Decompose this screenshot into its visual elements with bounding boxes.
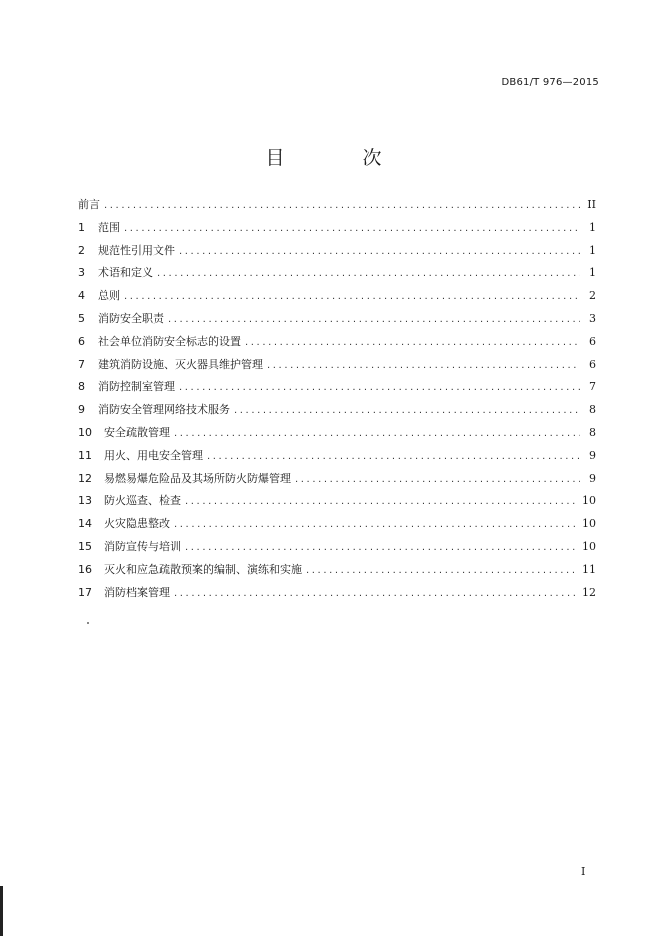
toc-entry-page: 2 (589, 289, 596, 303)
toc-entry-title: 消防宣传与培训 (104, 539, 181, 553)
toc-leader-dots (245, 337, 580, 348)
toc-entry-page: 12 (582, 585, 596, 599)
toc-leader-dots (234, 405, 580, 416)
toc-entry-number: 16 (78, 562, 92, 576)
toc-entry-title: 防火巡查、检查 (104, 494, 181, 508)
toc-entry-page: 8 (589, 425, 596, 439)
toc-entry[interactable] (78, 287, 596, 310)
toc-leader-dots (174, 519, 578, 530)
toc-entry[interactable] (78, 310, 596, 333)
toc-entry-title: 灭火和应急疏散预案的编制、演练和实施 (104, 562, 302, 576)
toc-entry-number: 9 (78, 403, 85, 417)
toc-entry[interactable] (78, 401, 596, 424)
toc-entry-page: 9 (589, 448, 596, 462)
toc-entry[interactable] (78, 515, 596, 538)
toc-entry-page: 7 (589, 380, 596, 394)
toc-entry-title: 火灾隐患整改 (104, 517, 170, 531)
table-of-contents (78, 196, 596, 606)
toc-entry-number: 13 (78, 494, 92, 508)
toc-entry-title: 用火、用电安全管理 (104, 448, 203, 462)
toc-leader-dots (179, 382, 580, 393)
toc-entry-page: 3 (589, 311, 596, 325)
toc-entry-number: 4 (78, 289, 85, 303)
toc-entry-page: 1 (589, 220, 596, 234)
toc-entry-title: 术语和定义 (98, 266, 153, 280)
toc-entry[interactable] (78, 356, 596, 379)
toc-leader-dots (104, 200, 580, 211)
toc-leader-dots (124, 291, 580, 302)
toc-leader-dots (295, 474, 580, 485)
toc-entry-number: 3 (78, 266, 85, 280)
page-title: 目 次 (265, 147, 418, 169)
toc-entry-number: 12 (78, 471, 92, 485)
toc-entry-number: 1 (78, 220, 85, 234)
toc-entry-title: 社会单位消防安全标志的设置 (98, 334, 241, 348)
toc-entry-page: 9 (589, 471, 596, 485)
toc-entry-title: 安全疏散管理 (104, 425, 170, 439)
toc-entry-page: II (587, 198, 596, 211)
toc-entry-page: 11 (582, 562, 596, 576)
toc-entry-number: 15 (78, 539, 92, 553)
toc-entry-number: 17 (78, 585, 92, 599)
toc-entry-page: 10 (582, 539, 596, 553)
toc-entry-title: 消防控制室管理 (98, 380, 175, 394)
toc-entry[interactable] (78, 219, 596, 242)
toc-entry-page: 1 (589, 266, 596, 280)
toc-entry-title: 建筑消防设施、灭火器具维护管理 (98, 357, 263, 371)
toc-entry-page: 10 (582, 494, 596, 508)
toc-entry-page: 10 (582, 517, 596, 531)
toc-entry-number: 7 (78, 357, 85, 371)
toc-entry-title: 范围 (98, 220, 120, 234)
toc-entry-title: 总则 (98, 289, 120, 303)
toc-entry-number: 11 (78, 448, 92, 462)
toc-entry-page: 6 (589, 334, 596, 348)
scan-edge-mark (0, 886, 3, 936)
toc-leader-dots (174, 588, 578, 599)
toc-leader-dots (124, 223, 580, 234)
toc-entry[interactable] (78, 424, 596, 447)
toc-entry-number: 2 (78, 243, 85, 257)
toc-entry[interactable] (78, 378, 596, 401)
toc-entry[interactable] (78, 242, 596, 265)
toc-leader-dots (267, 360, 580, 371)
toc-entry-page: 6 (589, 357, 596, 371)
toc-entry-number: 6 (78, 334, 85, 348)
toc-entry-number: 5 (78, 311, 85, 325)
toc-entry[interactable] (78, 470, 596, 493)
toc-entry-page: 8 (589, 403, 596, 417)
toc-leader-dots (174, 428, 580, 439)
toc-leader-dots (168, 314, 580, 325)
toc-leader-dots (185, 542, 578, 553)
toc-entry-title: 易燃易爆危险品及其场所防火防爆管理 (104, 471, 291, 485)
toc-entry[interactable] (78, 264, 596, 287)
toc-entry-number: 10 (78, 425, 92, 439)
toc-leader-dots (306, 565, 578, 576)
toc-entry-number: 8 (78, 380, 85, 394)
toc-entry-page: 1 (589, 243, 596, 257)
scan-speck (87, 622, 89, 624)
toc-entry-title: 消防安全管理网络技术服务 (98, 403, 230, 417)
toc-entry-number: 14 (78, 517, 92, 531)
toc-entry[interactable] (78, 584, 596, 607)
document-code: DB61/T 976—2015 (501, 77, 599, 88)
toc-entry-title: 规范性引用文件 (98, 243, 175, 257)
toc-entry[interactable] (78, 196, 596, 219)
toc-entry-title: 消防档案管理 (104, 585, 170, 599)
toc-entry-title: 消防安全职责 (98, 311, 164, 325)
toc-leader-dots (185, 496, 578, 507)
page-number: I (581, 865, 586, 878)
toc-leader-dots (157, 268, 580, 279)
toc-entry[interactable] (78, 447, 596, 470)
toc-entry[interactable] (78, 538, 596, 561)
toc-entry[interactable] (78, 561, 596, 584)
toc-entry[interactable] (78, 333, 596, 356)
toc-entry[interactable] (78, 492, 596, 515)
toc-leader-dots (179, 246, 580, 257)
toc-leader-dots (207, 451, 580, 462)
toc-entry-title: 前言 (78, 198, 100, 211)
